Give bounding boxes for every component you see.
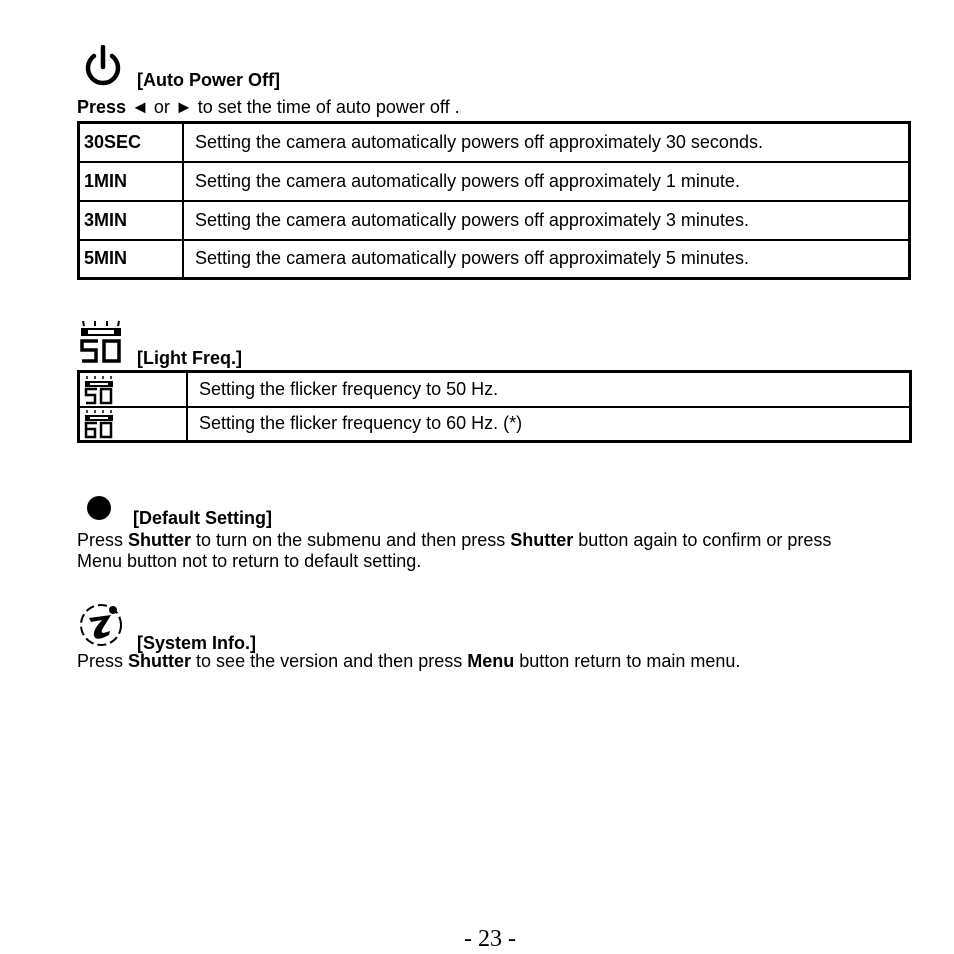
default-setting-title: [Default Setting] bbox=[133, 508, 272, 528]
option-desc: Setting the camera automatically powers off approximately 5 minutes. bbox=[183, 240, 910, 279]
option-key: 3MIN bbox=[79, 201, 184, 240]
page-number: - 23 - bbox=[464, 926, 516, 952]
power-icon bbox=[80, 45, 126, 93]
option-desc: Setting the camera automatically powers off approximately 30 seconds. bbox=[183, 123, 910, 162]
system-info-text: Press Shutter to see the version and then press Menu button return to main menu. bbox=[77, 651, 741, 671]
filled-circle-icon bbox=[86, 495, 112, 521]
system-info-title: [System Info.] bbox=[137, 633, 257, 653]
option-key: 1MIN bbox=[79, 162, 184, 201]
table-row bbox=[79, 372, 911, 407]
table-row bbox=[79, 123, 910, 162]
option-key: 30SEC bbox=[79, 123, 184, 162]
left-arrow-icon: ◄ bbox=[131, 97, 149, 117]
option-desc: Setting the camera automatically powers off approximately 3 minutes. bbox=[183, 201, 910, 240]
frequency-60hz-icon bbox=[84, 409, 114, 439]
auto-power-off-table bbox=[77, 121, 911, 280]
light-frequency-50-icon bbox=[80, 320, 122, 364]
table-row bbox=[79, 407, 911, 442]
light-freq-title: [Light Freq.] bbox=[137, 348, 242, 368]
table-row bbox=[79, 162, 910, 201]
auto-power-off-instruction: Press ◄ or ► to set the time of auto power off . bbox=[77, 97, 460, 117]
table-row bbox=[79, 240, 910, 279]
light-freq-table bbox=[77, 370, 912, 443]
option-key: 5MIN bbox=[79, 240, 184, 279]
default-setting-text: Press Shutter to turn on the submenu and then press Shutter button again to confirm or press Menu button not to return to default setting. bbox=[77, 530, 832, 571]
table-row bbox=[79, 201, 910, 240]
option-desc: Setting the flicker frequency to 50 Hz. bbox=[187, 372, 911, 407]
right-arrow-icon: ► bbox=[174, 97, 193, 117]
option-desc: Setting the camera automatically powers off approximately 1 minute. bbox=[183, 162, 910, 201]
frequency-50hz-icon bbox=[84, 375, 114, 405]
info-icon bbox=[77, 602, 125, 648]
option-desc: Setting the flicker frequency to 60 Hz. (*) bbox=[187, 407, 911, 442]
auto-power-off-title: [Auto Power Off] bbox=[137, 70, 280, 90]
